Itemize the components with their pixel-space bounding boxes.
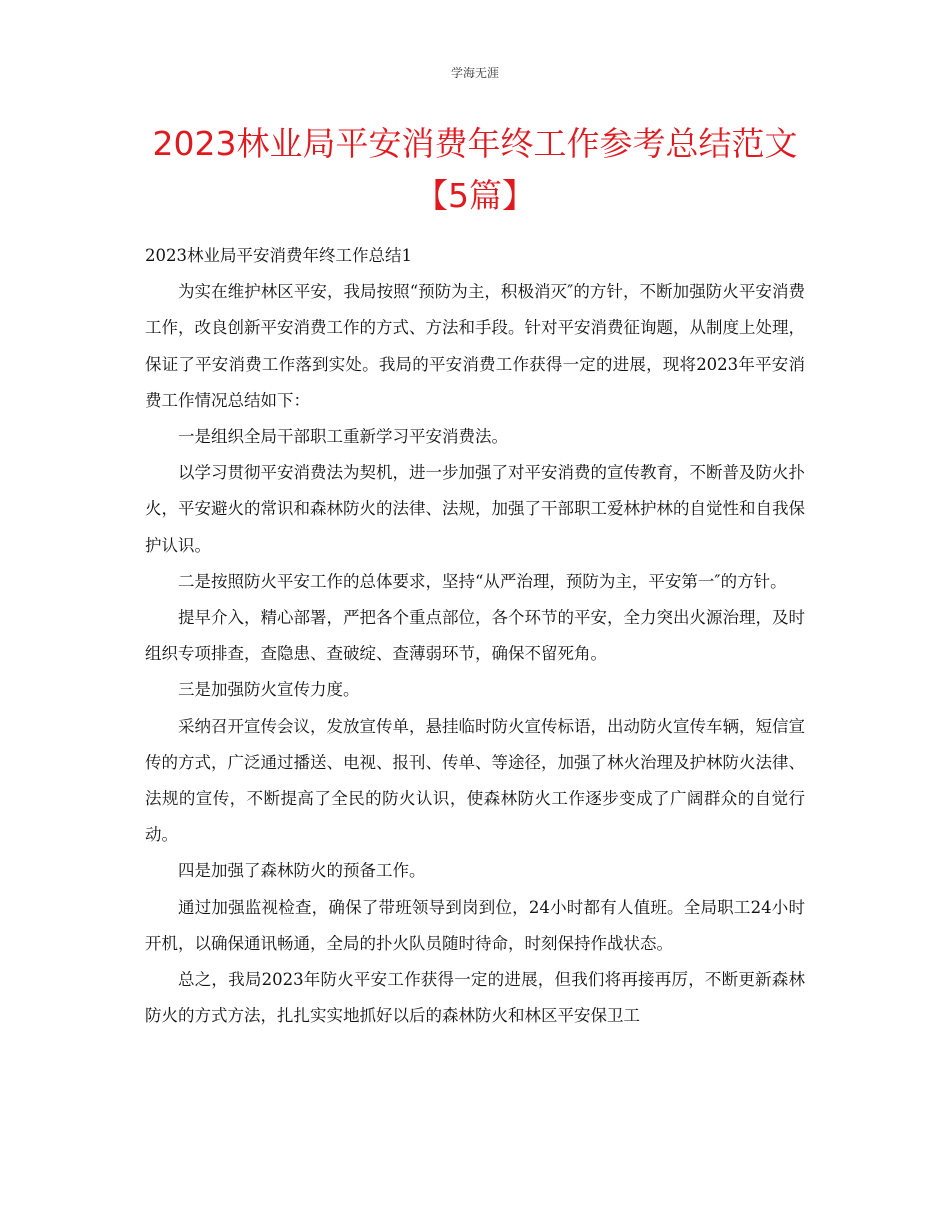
title-line-2: 【5篇】 — [415, 176, 535, 215]
paragraph: 为实在维护林区平安，我局按照“预防为主，积极消灭″的方针，不断加强防火平安消费工作，改良创新平安消费工作的方式、方法和手段。针对平安消费征询题，从制度上处理，保证了平安消费工作落到实处。我局的平安消费工作获得一定的进展，现将2023年平安消费工作情况总结如下： — [145, 282, 805, 410]
document-body — [145, 238, 805, 1034]
paragraph: 三是加强防火宣传力度。 — [178, 680, 360, 700]
paragraph: 二是按照防火平安工作的总体要求，坚持“从严治理，预防为主，平安第一″的方针。 — [178, 571, 787, 591]
paragraph: 一是组织全局干部职工重新学习平安消费法。 — [178, 427, 508, 447]
paragraph: 采纳召开宣传会议，发放宣传单，悬挂临时防火宣传标语，出动防火宣传车辆，短信宣传的方式，广泛通过播送、电视、报刊、传单、等途径，加强了林火治理及护林防火法律、法规的宣传，不断提高了全民的防火认识，使森林防火工作逐步变成了广阔群众的自觉行动。 — [145, 716, 805, 845]
title-line-1: 2023林业局平安消费年终工作参考总结范文 — [152, 124, 798, 163]
paragraph: 提早介入，精心部署，严把各个重点部位，各个环节的平安，全力突出火源治理，及时组织专项排查，查隐患、查破绽、查薄弱环节，确保不留死角。 — [145, 608, 805, 664]
paragraph: 通过加强监视检查，确保了带班领导到岗到位，24小时都有人值班。全局职工24小时开机，以确保通讯畅通，全局的扑火队员随时待命，时刻保持作战状态。 — [145, 897, 805, 953]
paragraph: 四是加强了森林防火的预备工作。 — [178, 861, 426, 881]
section-subtitle: 2023林业局平安消费年终工作总结1 — [145, 246, 412, 265]
paragraph: 以学习贯彻平安消费法为契机，进一步加强了对平安消费的宣传教育，不断普及防火扑火，平安避火的常识和森林防火的法律、法规，加强了干部职工爱林护林的自觉性和自我保护认识。 — [145, 463, 805, 555]
document-title — [100, 118, 850, 222]
paragraph: 总之，我局2023年防火平安工作获得一定的进展，但我们将再接再厉，不断更新森林防火的方式方法，扎扎实实地抓好以后的森林防火和林区平安保卫工 — [145, 970, 805, 1026]
page-header: 学海无涯 — [450, 66, 499, 80]
